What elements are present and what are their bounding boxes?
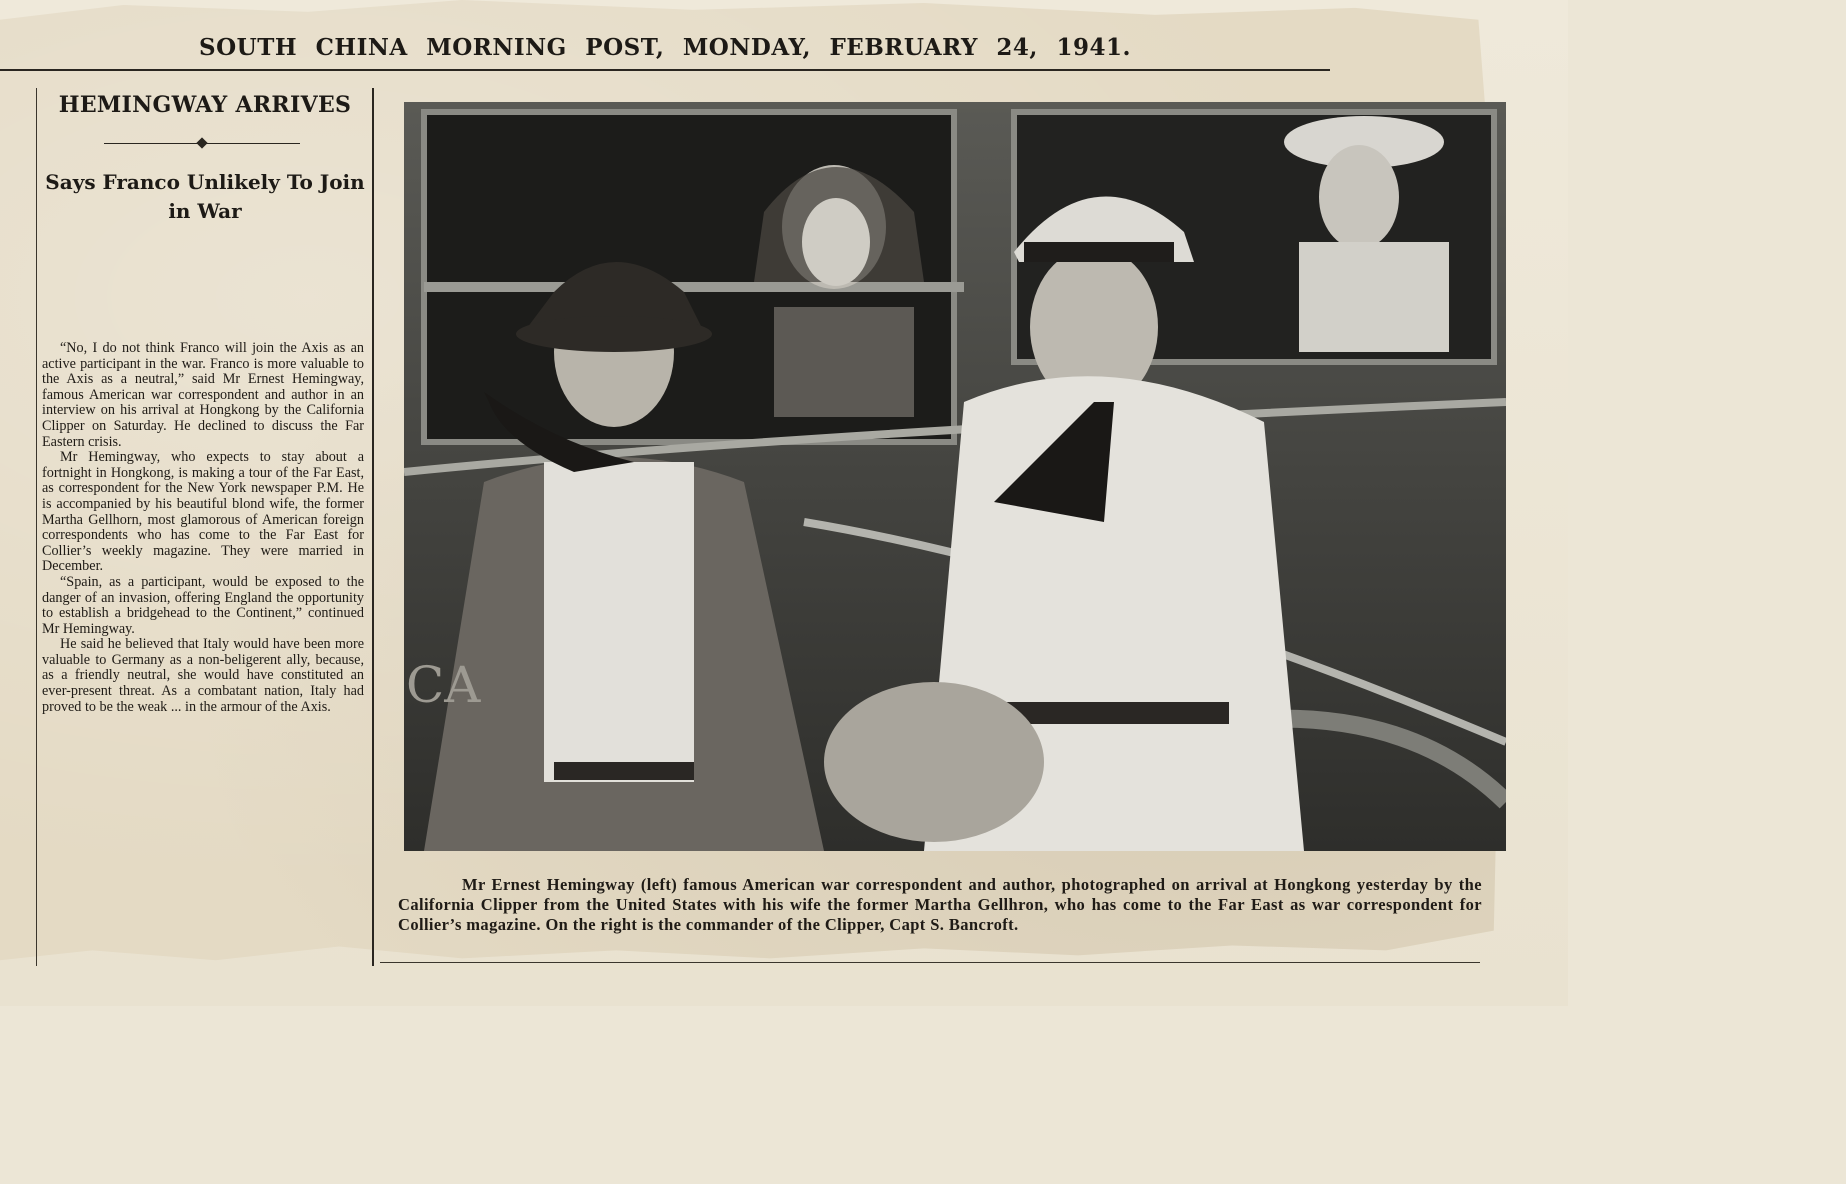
- left-column-rule: [36, 88, 37, 966]
- article-headline: HEMINGWAY ARRIVES: [58, 92, 352, 118]
- article-body: [42, 341, 364, 715]
- article-subheadline: Says Franco Unlikely To Join in War: [45, 170, 365, 223]
- bus-lettering: CA: [406, 656, 481, 714]
- photo-caption: [398, 875, 1482, 935]
- news-photograph: [404, 102, 1506, 851]
- photo-caption-text: Mr Ernest Hemingway (left) famous American war correspondent and author, photographed on arrival at Hongkong yesterday by the California Clipper from the United States with his wife the former Martha Gellhron, who has come to the Far East as war correspondent for Collier’s magazine. On the right is the commander of the Clipper, Capt S. Bancroft.: [398, 875, 1482, 934]
- article-paragraph: He said he believed that Italy would have been more valuable to Germany as a non-beligerent ally, because, as a friendly neutral, she would have constituted an ever-present threat. As a combatant nation, Italy had proved to be the weak ... in the armour of the Axis.: [42, 636, 364, 715]
- photo-illustration: [404, 102, 1506, 851]
- masthead: SOUTH CHINA MORNING POST, MONDAY, FEBRUARY 24, 1941.: [199, 33, 1131, 61]
- bottom-rule: [380, 962, 1480, 963]
- article-paragraph: Mr Hemingway, who expects to stay about a fortnight in Hongkong, is making a tour of the Far East, as correspondent for the New York newspaper P.M. He is accompanied by his beautiful blond wife, the former Martha Gellhorn, most glamorous of American foreign correspondents who has come to the Far East for Collier’s weekly magazine. They were married in December.: [42, 449, 364, 575]
- article-paragraph: “Spain, as a participant, would be exposed to the danger of an invasion, offering England the opportunity to establish a bridgehead to the Continent,” continued Mr Hemingway.: [42, 573, 364, 637]
- article-paragraph: “No, I do not think Franco will join the Axis as an active participant in the war. Franco is more valuable to the Axis as a neutral,” said Mr Ernest Hemingway, famous American war correspondent and author in an interview on his arrival at Hongkong by the California Clipper on Saturday. He declined to discuss the Far Eastern crisis.: [42, 340, 364, 450]
- column-divider: [372, 88, 374, 966]
- masthead-rule: [0, 69, 1330, 71]
